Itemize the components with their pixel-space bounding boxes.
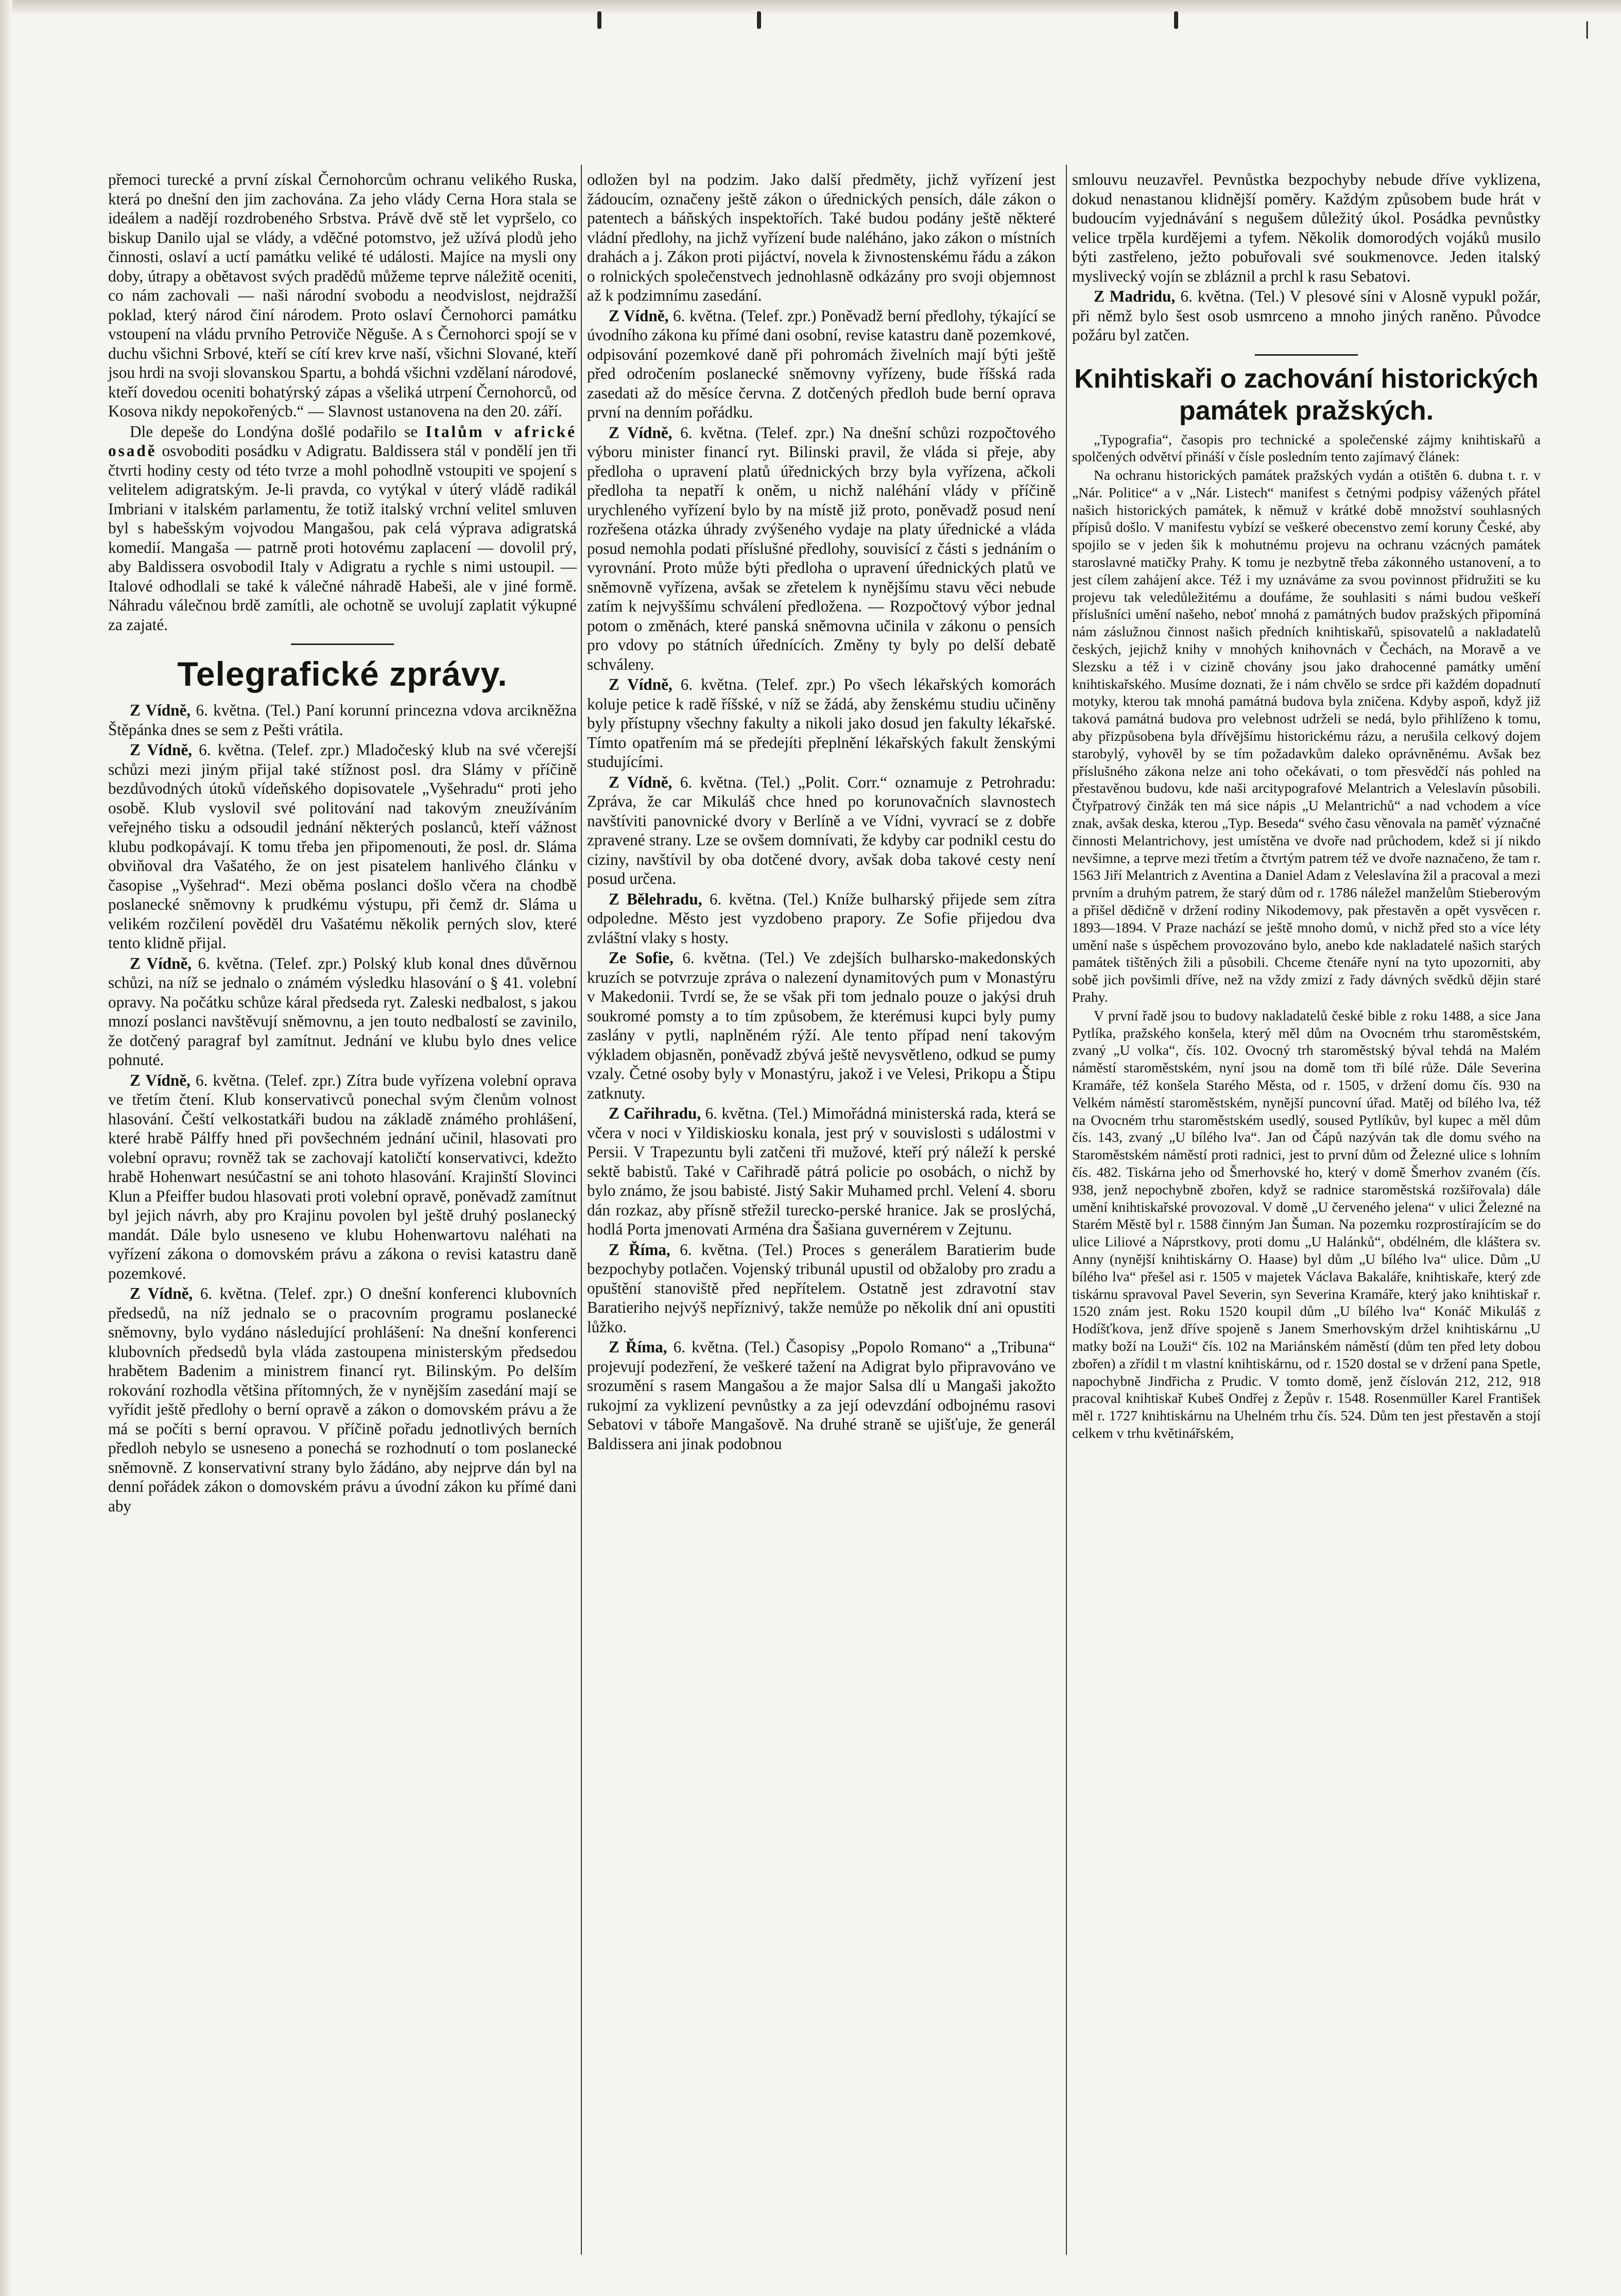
telegram: Z Vídně, 6. května. (Telef. zpr.) Po všech lékařských komorách koluje petice k radě říšské, v níž se žádá, aby ženskému studiu učiněny byly přístupny všechny fakulty a nikoli jako dosud jen fakulty lékařské. Tímto opatřením má se předejíti přeplnění lékařských fakult ženskými studujícími.: [587, 675, 1056, 771]
binding-mark: [757, 11, 761, 29]
telegram: Z Říma, 6. května. (Tel.) Časopisy „Popolo Romano“ a „Tribuna“ projevují podezření, že veškeré tažení na Adigrat bylo připravováno ve srozumění s rasem Mangašou a že major Salsa dlí u Mangaši jakožto rukojmí za vyklizení pevnůstky a za její odevzdání odbojnému rasovi Sebatovi v táboře Mangašově. Na druhé straně se ujišťuje, že generál Baldissera ani jinak podobnou: [587, 1338, 1056, 1453]
page-number: |: [1584, 19, 1590, 39]
article-paragraph: přemoci turecké a první získal Černohorcům ochranu velikého Ruska, která po dnešní den jim zachována. Za jeho vlády Cerna Hora stala se ideálem a nadějí rozdrobeného Srbstva. Právě dvě stě let vypršelo, co biskup Danilo ujal se vlády, a vděčné potomstvo, jež užívá plodů jeho činnosti, oslaví a uctí památku veliké té události. Majíce na mysli ony doby, útrapy a obětavost svých pradědů můžeme teprve náležitě oceniti, co nám zachovali — naši národní svobodu a neodvislost, nejdražší poklad, který národ činí národem. Proto oslaví Černohorci památku vstoupení na vládu prvního Petroviče Něguše. A s Černohorci spojí se v duchu všichni Srbové, kteří se cítí krev krve naší, všichni Slované, kteří jsou hrdi na svoji slovanskou Spartu, a bohdá všichni vzdělaní národové, kteří dovedou oceniti bohatýrský zápas a všeliká utrpení Černohorců, od Kosova nikdy nepokořenýcb.“ — Slavnost ustanovena na den 20. září.: [108, 170, 577, 420]
telegram: Z Bělehradu, 6. května. (Tel.) Kníže bulharský přijede sem zítra odpoledne. Město jest vyzdobeno prapory. Ze Sofie přijedou dva zvláštní vlaky s hosty.: [587, 890, 1056, 947]
telegram: Z Madridu, 6. května. (Tel.) V plesové síni v Alosně vypukl požár, při němž bylo šest osob usmrceno a mnoho jiných raněno. Původce požáru byl zatčen.: [1072, 287, 1541, 344]
section-heading: Telegrafické zprávy.: [177, 655, 508, 693]
column-rule: [1066, 165, 1067, 2255]
article-paragraph: Dle depeše do Londýna došlé podařilo se Italům v africké osadě osvoboditi posádku v Adigratu. Baldissera stál v pondělí jen tři čtvrti hodiny cesty od této tvrze a mohl pohodlně vstoupiti ve spojení s velitelem adigratským. Je-li pravda, co vytýkal v úterý vládě radikál Imbriani v italském parlamentu, že totiž italský vrchní velitel smluven byl s habešským vojvodou Mangašou, pak celá výprava adigratská komedií. Mangaša — patrně proti hotovému zaplacení — dovolil prý, aby Baldissera osvobodil Italy v Adigratu a rychle s nimi ustoupil. — Italové odhodlali se také k válečné náhradě Habeši, ale v jiné formě. Náhradu válečnou brdě zamítli, ale ochotně se uvolují zaplatit výkupné za zajaté.: [108, 422, 577, 634]
article-intro: „Typografia“, časopis pro technické a společenské zájmy knihtiskařů a spolčených odvětví přináší v čísle posledním tento zajímavý článek:: [1072, 431, 1541, 465]
article-paragraph: Na ochranu historických památek pražských vydán a otištěn 6. dubna t. r. v „Nár. Politice“ a v „Nár. Listech“ manifest s četnými podpisy vážených přátel našich historických památek, k němuž v krátké době množství souhlasných přípisů došlo. V manifestu vybízí se veškeré obecenstvo zemí koruny České, aby spojilo se v jeden šik k mohutnému projevu na ochranu vzácných památek staroslavné matičky Prahy. K tomu je nezbytně třeba zákonného ustanovení, a to jest cílem zahájení akce. Též i my uznáváme za svou povinnost přidružiti se ku projevu tak veledůležitému a doufáme, že souhlasiti s námi budou veškeří příslušníci umění našeho, neboť mnohá z památných budov pražských připomíná nám záslužnou činnost našich předních knihtiskařů, spisovatelů a nakladatelů českých, jejichž knihy v mnohých knihovnách v Čechách, na Moravě a ve Slezsku a též i v cizině chovány jsou jako drahocenné památky umění knihtiskařského. Musíme doznati, že i nám chvělo se srdce při každém dopadnutí motyky, kterou tak mnohá památná budova byla zničena. Kdyby aspoň, když již taková památná budova pro velebnost udrželi se nedá, bylo přihlíženo k tomu, aby přizpůsobena byla dřívějšímu historickému rázu, a nerušila celkový dojem starobylý, vyhověl by se tím požadavkům daleko oprávněnému. Avšak bez příslušného zákona nelze ani toho očekávati, o tom přesvědčí nás pohled na přestavěnou budovu, kde naši arcitypografové Melantrich a Veleslavín působili. Čtyřpatrový činžák ten má sice nápis „U Melantrichů“ a nad vchodem a více znak, avšak deska, kterou „Typ. Beseda“ svého času věnovala na paměť význačné činnosti Melantrichovy, jest umístěna ve dvoře nad průchodem, kdež si jí nikdo nevšimne, a teprve mezi třetím a čtvrtým patrem též ve dvoře naznačeno, že tam r. 1563 Jiří Melantrich z Aventina a Daniel Adam z Veleslavína žil a pracoval a mezi prvním a druhým patrem, že starý dům od r. 1786 náležel manželům Stieberovým a přišel dědičně v držení rodiny Nikodemovy, pak přestavěn a opět vysvěcen r. 1893—1894. V Praze nachází se ještě mnoho domů, v nichž před sto a více léty umění naše s úspěchem provozováno bylo, anebo kde nakladatelé našich starých památek tištěných žili a působili. Chceme čtenáře nyní na tyto upozorniti, aby sobě jich povšimli dříve, než na vždy zmizí z řady dávných svědků dějin staré Prahy.: [1072, 467, 1541, 1005]
binding-mark: [1174, 11, 1178, 29]
telegram: Z Cařihradu, 6. května. (Tel.) Mimořádná ministerská rada, která se včera v noci v Yildiskiosku konala, jest prý v souvislosti s událostmi v Persii. V Trapezuntu byli zatčeni tři mužové, kteří prý náleží k perské sektě babistů. Také v Cařihradě pátrá policie po osobách, o nichž by bylo známo, že jsou babisté. Jistý Sakir Muhamed prchl. Velení 4. sboru dán rozkaz, aby přísně střežil turecko-perské hranice. Jak se proslýchá, hodlá Porta jmenovati Arména dra Šašiana guvernérem v Zejtunu.: [587, 1104, 1056, 1238]
scan-edge-top: [0, 0, 1621, 15]
article-heading: Knihtiskaři o zachování historických památek pražských.: [1074, 363, 1539, 426]
column-1: [108, 170, 577, 1517]
scan-edge-left: [0, 0, 12, 2296]
separator-line: [291, 643, 394, 645]
article-paragraph: V první řadě jsou to budovy nakladatelů české bible z roku 1488, a sice Jana Pytlíka, pražského konšela, který měl dům na Ovocném trhu staroměstském, zvaný „U volka“, čís. 102. Ovocný trh staroměstský býval tehdá na Malém náměstí staroměstském, nyní jsou na domě tom tři bílé růže. Dále Severina Kramáře, též konšela Starého Města, od r. 1505, v držení domu čís. 930 na Velkém náměstí staroměstském, nynější puncovní úřad. Matěj od bílého lva, též na Ovocném trhu staroměstském usedlý, soused Pytlíkův, byl kupec a měl dům čís. 143, zvaný „U bílého lva“. Jan od Čápů nazýván tak dle domu svého na Staroměstském náměstí proti radnici, jest to první dům od Železné ulice s lohním čís. 482. Tiskárna jeho od Šmerhovské ho, který v domě Šmerhov zvaném (čís. 938, jenž nepochybně zbořen, když se radnice staroměstská rozšiřovala) dále umění knihtiskařské provozoval. V domě „U červeného jelena“ v ulici Železné na Starém Městě byl r. 1588 činným Jan Šuman. Na pozemku rozprostírajícím se do ulice Liliové a Náprstkovy, proti domu „U Halánků“, obdélném, dle kláštera sv. Anny (nynější knihtiskárny O. Haase) byl dům „U bílého lva“ ulice. Dům „U bílého lva“ přešel asi r. 1505 v majetek Václava Bakaláře, knihtiskaře, který zde tiskárnu spravoval Pavel Severin, syn Severina Kramáře, který jako knihtiskař r. 1520 znám jest. Roku 1520 koupil dům „U bílého lva“ Konáč Mikuláš z Hodíšťkova, jenž dříve spojeně s Janem Smerhovským držel knihtiskárnu „U matky boží na Louži“ čís. 102 na Mariánském náměstí (dům ten před lety dobou zbořen) a zřídil t m vlastní knihtiskárnu, od r. 1520 dostal se v držení pana Spetle, napochybně Jindřicha z Prudic. V tomto domě, jenž číslován 212, 212, 918 pracoval knihtiskař Kubeš Ondřej z Žepův r. 1548. Rosenmüller Karel František měl r. 1727 knihtiskárnu na Uhelném trhu čís. 524. Dům ten jest přestavěn a stojí celkem v trhu květinářském,: [1072, 1007, 1541, 1441]
telegram: Z Vídně, 6. května. (Telef. zpr.) Na dnešní schůzi rozpočtového výboru minister financí ryt. Bilinski pravil, že vláda si přeje, aby předloha o upravení platů úřednických brzy byla vyřízena, ačkoli předloha ta nepatří k oněm, u nichž naléhání vlády v příčině urychleného vyřízení bylo by na místě již proto, poněvadž posud není rozřešena otázka úhrady zvýšeného vydaje na platy úřednické a vláda posud nemohla podati příslušné předlohy, souvisící z části s jednáním o vyrovnání. Proto může býti předloha o upravení úřednických platů ve sněmovně vyřízena, avšak se zřetelem k nynějšímu stavu věci nebude zatím k nejvyššímu schválení předložena. — Rozpočtový výbor jednal potom o změnách, které panská sněmovna učinila v zákonu o pensích pro vdovy po státních úřednících. Změny ty byly po delší debatě schváleny.: [587, 423, 1056, 673]
telegram: Z Vídně, 6. května. (Telef. zpr.) Mladočeský klub na své včerejší schůzi mezi jiným přijal také stížnost posl. dra Slámy v příčině bezdůvodných útoků vídeňského dopisovatele „Vyšehradu“ proti jeho osobě. Klub vyslovil své politování nad takovým zneužíváním veřejného tisku a odsoudil jednání některých poslanců, kteří vážnost klubu podkopávají. K tomu třeba jen připomenouti, že posl. dr. Sláma obviňoval dra Vašatého, že on jest pisatelem hanlivého článku v časopise „Vyšehrad“. Mezi oběma poslanci došlo včera na chodbě poslanecké sněmovny k prudkému výstupu, při čemž dr. Sláma u velikém rozčilení pověděl dru Vašatému několik perných slov, které tento klidně přijal.: [108, 741, 577, 952]
telegram: Z Vídně, 6. května. (Telef. zpr.) O dnešní konferenci klubovních předsedů, na níž jednalo se o pracovním programu poslanecké sněmovny, bylo vydáno následující prohlášení: Na dnešní konferenci klubovních předsedů byla vláda zastoupena ministerským předsedou hrabětem Badenim a ministrem financí ryt. Bilinským. Po delším rokování rozhodla většina přítomných, že v nynějším zasedání mají se vyřídit ještě předlohy o berní opravě a zákon o domovském právu a že má se počíti s berní opravou. V příčině pořadu jednotlivých berních předloh nebylo se usneseno a ponechá se rozhodnutí o tom poslanecké sněmovně. Z konservativní strany bylo žádáno, aby nejprve dán byl na denní pořádek zákon o domovském právu a úvodní zákon ku přímé dani aby: [108, 1284, 577, 1515]
article-paragraph: smlouvu neuzavřel. Pevnůstka bezpochyby nebude dříve vyklizena, dokud nenastanou klidnější poměry. Každým způsobem bude hrát v budoucím vyjednávání s negušem důležitý úkol. Posádka pevnůstky velice trpěla kurdějemi a tyfem. Několik domorodých vojáků musilo býti zastřeleno, ježto pobuřovali své soukmenovce. Jeden italský myslivecký vojín se zbláznil a prchl k rasu Sebatovi.: [1072, 170, 1541, 285]
telegram: Z Říma, 6. května. (Tel.) Proces s generálem Baratierim bude bezpochyby potlačen. Vojenský tribunál upustil od obžaloby pro zradu a opuštění stanoviště před nepřítelem. Ostatně jest zdravotní stav Baratieriho nejvýš nepříznivý, takže nemůže po několik dní ani opustiti lůžko.: [587, 1240, 1056, 1336]
column-2: [587, 170, 1056, 1454]
telegram: Z Vídně, 6. května. (Tel.) „Polit. Corr.“ oznamuje z Petrohradu: Zpráva, že car Mikuláš chce hned po korunovačních slavnostech navštíviti panovnické dvory v Berlíně a ve Vídni, vyvrací se z dobře zpravené strany. Lze se ovšem domnívati, že kdyby car podnikl cestu do ciziny, navštívil by oba dotčené dvory, avšak doba takové cesty není posud určena.: [587, 773, 1056, 888]
column-3: [1072, 170, 1541, 1443]
column-rule: [581, 165, 582, 2255]
emphasis: Italům v africké osadě: [108, 422, 577, 460]
telegram: Z Vídně, 6. května. (Telef. zpr.) Zítra bude vyřízena volební oprava ve třetím čtení. Klub konservativců ponechal svým členům volnost hlasování. Čeští velkostatkáři budou na základě známého prohlášení, které hrabě Pálffy hned při povšechném jednání učinil, hlasovati pro volební opravu; rovněž tak se zachovají katoličtí konservativci, kdežto hrabě Hohenwart nesúčastní se ani tohoto hlasování. Krajinští Slovinci Klun a Pfeiffer budou hlasovati proti volební opravě, poněvadž zamítnut byl jejich návrh, aby pro Krajinu povolen byl ještě druhý poslanecký mandát. Dále bylo usneseno ve klubu Hohenwartovu naléhati na vyřízení zákona o domovském právu a zákona o revisi katastru daně pozemkové.: [108, 1071, 577, 1282]
telegram: Z Vídně, 6. května. (Tel.) Paní korunní princezna vdova arcikněžna Štěpánka dnes se sem z Pešti vrátila.: [108, 701, 577, 739]
binding-mark: [597, 11, 601, 29]
telegram: Ze Sofie, 6. května. (Tel.) Ve zdejších bulharsko-makedonských kruzích se potvrzuje zpráva o nalezení dynamitových pum v Monastýru v Makedonii. Tvrdí se, že se však při tom jednalo pouze o jakýsi druh soukromé pomsty a to tím způsobem, že kterémusi kupci byly pumy zaslány v pytli, naplněném rýží. Ale tento případ není takovým výkladem objasněn, poněvadž zbývá ještě nevysvětleno, odkud se pumy vzaly. Četné osoby byly v Monastýru, jakož i ve Velesi, Prikopu a Štipu zatknuty.: [587, 949, 1056, 1102]
telegram: Z Vídně, 6. května. (Telef. zpr.) Poněvadž berní předlohy, týkající se úvodního zákona ku přímé dani osobní, revise katastru daně pozemkové, odpisování pozemkové daně při pohromách živelních mají býti ještě před odročením poslanecké sněmovny vyřízeny, bude říšská rada zasedati až do měsíce června. Z dotčených předloh bude berní oprava první na denním pořádku.: [587, 306, 1056, 421]
telegram: Z Vídně, 6. května. (Telef. zpr.) Polský klub konal dnes důvěrnou schůzi, na níž se jednalo o známém výsledku hlasování o § 41. volební opravy. Na počátku schůze káral předseda ryt. Zaleski nedbalost, s jakou mnozí poslanci navštěvují sněmovnu, a jen touto nedbalostí se zavinilo, že dotčený paragraf byl zamítnut. Jednání ve klubu bylo dnes velice pohnuté.: [108, 954, 577, 1069]
separator-line: [1255, 354, 1358, 356]
article-paragraph: odložen byl na podzim. Jako další předměty, jichž vyřízení jest žádoucím, označeny ještě zákon o úřednických pensích, dále zákon o patentech a báňských inspektořích. Také budou podány ještě některé vládní předlohy, na jichž vyřízení bude naléháno, jako zákon o místních drahách a j. Zákon proti pijáctví, novela k živnostenskému řádu a zákon o rolnických společenstvech jednohlasně odkázány pro svoji objemnost až k podzimnímu zasedání.: [587, 170, 1056, 304]
